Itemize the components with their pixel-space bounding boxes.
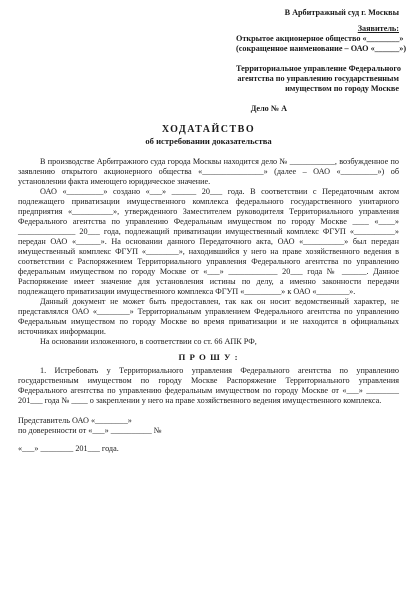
addressee-line-3: имуществом по городу Москве xyxy=(285,84,399,93)
applicant-label: Заявитель: xyxy=(357,24,399,33)
case-number: Дело № А xyxy=(250,104,287,113)
body-paragraph-3: Данный документ не может быть предоставлен, так как он носит ведомственный характер, не представлялся ОАО «________» Территориальным управлением Федерального агентства по управлению Федеральным имуществом по городу Москве во время приватизации и не находится в официальных источниках информации. xyxy=(18,296,399,336)
signature-date: «___» ________ 201___ года. xyxy=(18,444,119,454)
addressee-line-1: Территориальное управление Федерального xyxy=(236,64,401,73)
applicant-short-name: (сокращенное наименование – ОАО «______») xyxy=(236,44,407,53)
body-paragraph-4: На основании изложенного, в соответствии со ст. 66 АПК РФ, xyxy=(40,336,257,346)
court-name: В Арбитражный суд г. Москвы xyxy=(284,8,399,17)
request-paragraph-1: 1. Истребовать у Территориального управления Федерального агентства по управлению государственным имуществом по городу Москве Распоряжение Территориального управления Федерального агентства по управлению федеральным имуществом по городу Москве от «___» ________ 201___ года № ____ о закреплении у него на праве хозяйственного ведения имущественного комплекса. xyxy=(18,366,399,406)
request-title: П Р О Ш У : xyxy=(178,351,239,362)
document-subtitle: об истребовании доказательства xyxy=(145,136,272,147)
signature-representative: Представитель ОАО «________» xyxy=(18,416,132,426)
signature-proxy: по доверенности от «___» __________ № xyxy=(18,426,162,436)
applicant-name: Открытое акционерное общество «________» xyxy=(236,34,404,43)
body-paragraph-1: В производстве Арбитражного суда города Москвы находится дело № ___________, возбужденное по заявлению открытого акционерного общества «_______________» (далее – ОАО «_________») об установлении факта имеющего юридическое значение. xyxy=(18,156,399,186)
header-block xyxy=(236,8,407,94)
document-title: ХОДАТАЙСТВО xyxy=(161,124,256,135)
addressee-line-2: агентства по управлению государственным xyxy=(237,74,399,83)
body-paragraph-2: ОАО «_________» создано «___» ______ 20___ года. В соответствии с Передаточным актом подлежащего приватизации имущественного комплекса федерального государственного унитарного предприятия «__________», утвержденного Заместителем руководителя Территориального управления Федерального агентства по управлению Федеральным имуществом по городу Москве ____ «____» ______________ 20___ года, подлежащий приватизации имущественный комплекс ФГУП «__________» передан ОАО «______». На основании данного Передаточного акта, ОАО «__________» был передан имущественный комплекс ФГУП «________», находившийся у него на праве хозяйственного ведения в соответствии с Распоряжением Территориального управления Федерального агентства по управлению федеральным имуществом по городу Москве от «___» ____________ 20___ года № ______. Данное Распоряжение имеет значение для установления истины по делу, а именно законности передачи подлежащего приватизации имущественного комплекса ФГУП «_________» к ОАО «________». xyxy=(18,186,399,296)
